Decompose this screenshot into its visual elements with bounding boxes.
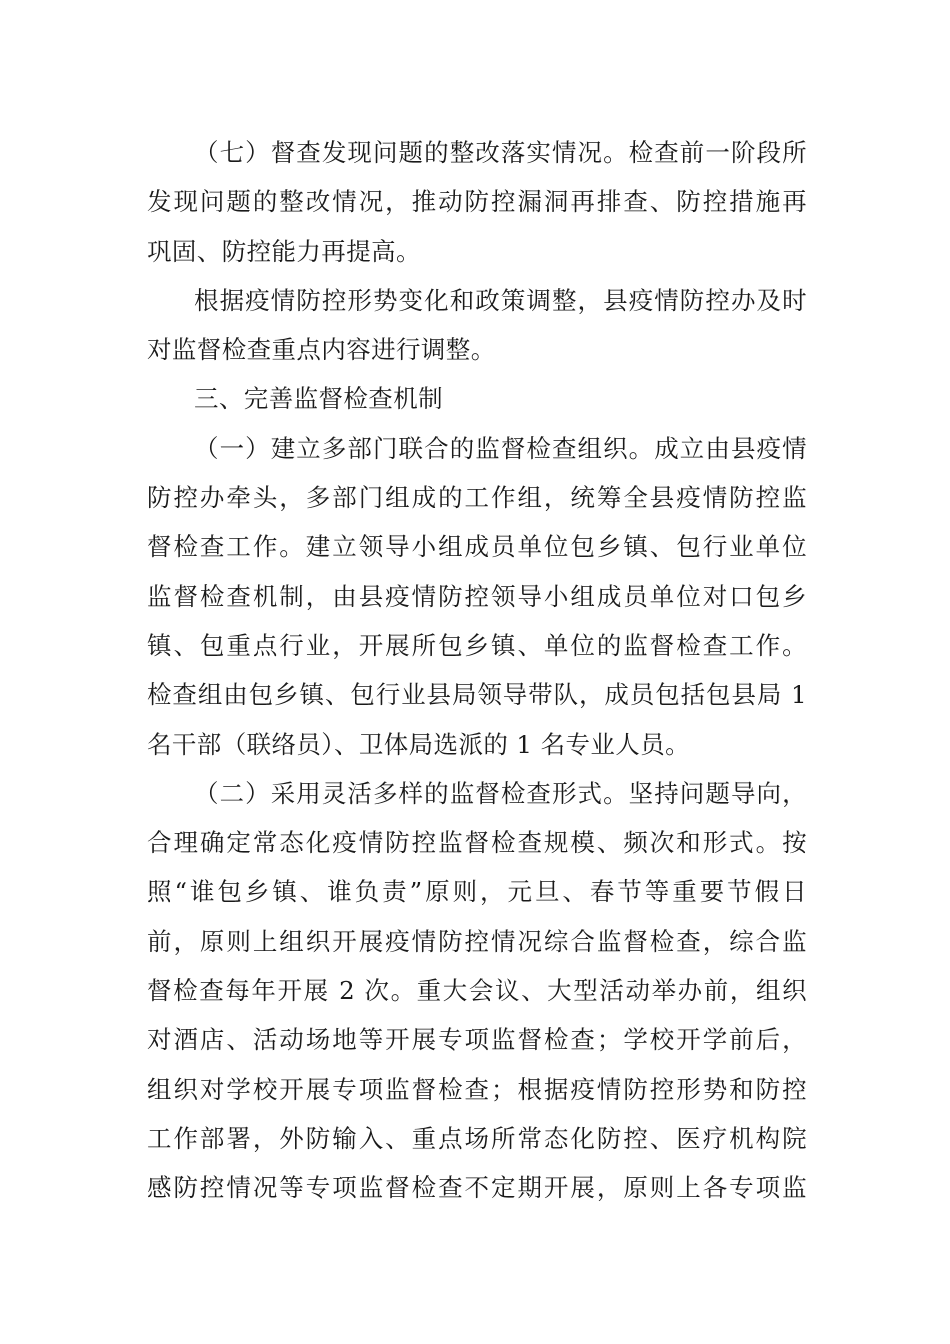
text-line: 工作部署，外防输入、重点场所常态化防控、医疗机构院	[147, 1123, 807, 1153]
text-line: 组织对学校开展专项监督检查；根据疫情防控形势和防控	[147, 1074, 807, 1104]
text-line: 防控办牵头，多部门组成的工作组，统筹全县疫情防控监	[147, 483, 807, 513]
text-line: 照“谁包乡镇、谁负责”原则，元旦、春节等重要节假日	[147, 877, 807, 907]
text-line: （七）督查发现问题的整改落实情况。检查前一阶段所	[194, 138, 807, 167]
text-line: 对监督检查重点内容进行调整。	[147, 335, 496, 365]
section-heading: 三、完善监督检查机制	[194, 384, 443, 414]
text-line: 根据疫情防控形势变化和政策调整，县疫情防控办及时	[194, 285, 807, 315]
text-line: 镇、包重点行业，开展所包乡镇、单位的监督检查工作。	[147, 630, 807, 660]
text-line: 名干部（联络员）、卫体局选派的 1 名专业人员。	[147, 729, 691, 759]
text-line: 督检查工作。建立领导小组成员单位包乡镇、包行业单位	[147, 532, 807, 562]
text-line: （一）建立多部门联合的监督检查组织。成立由县疫情	[194, 433, 807, 463]
text-line: 检查组由包乡镇、包行业县局领导带队，成员包括包县局 1	[147, 680, 807, 710]
text-line: 发现问题的整改情况，推动防控漏洞再排查、防控措施再	[147, 187, 807, 217]
text-line: 对酒店、活动场地等开展专项监督检查；学校开学前后，	[147, 1025, 807, 1055]
text-line: 感防控情况等专项监督检查不定期开展，原则上各专项监	[147, 1173, 807, 1203]
text-line: 督检查每年开展 2 次。重大会议、大型活动举办前，组织	[147, 976, 807, 1006]
text-line: （二）采用灵活多样的监督检查形式。坚持问题导向，	[194, 778, 807, 808]
text-line: 监督检查机制，由县疫情防控领导小组成员单位对口包乡	[147, 581, 807, 611]
document-body	[147, 128, 807, 1213]
text-line: 合理确定常态化疫情防控监督检查规模、频次和形式。按	[147, 828, 807, 858]
text-line: 巩固、防控能力再提高。	[147, 236, 421, 266]
text-line: 前，原则上组织开展疫情防控情况综合监督检查，综合监	[147, 926, 807, 956]
